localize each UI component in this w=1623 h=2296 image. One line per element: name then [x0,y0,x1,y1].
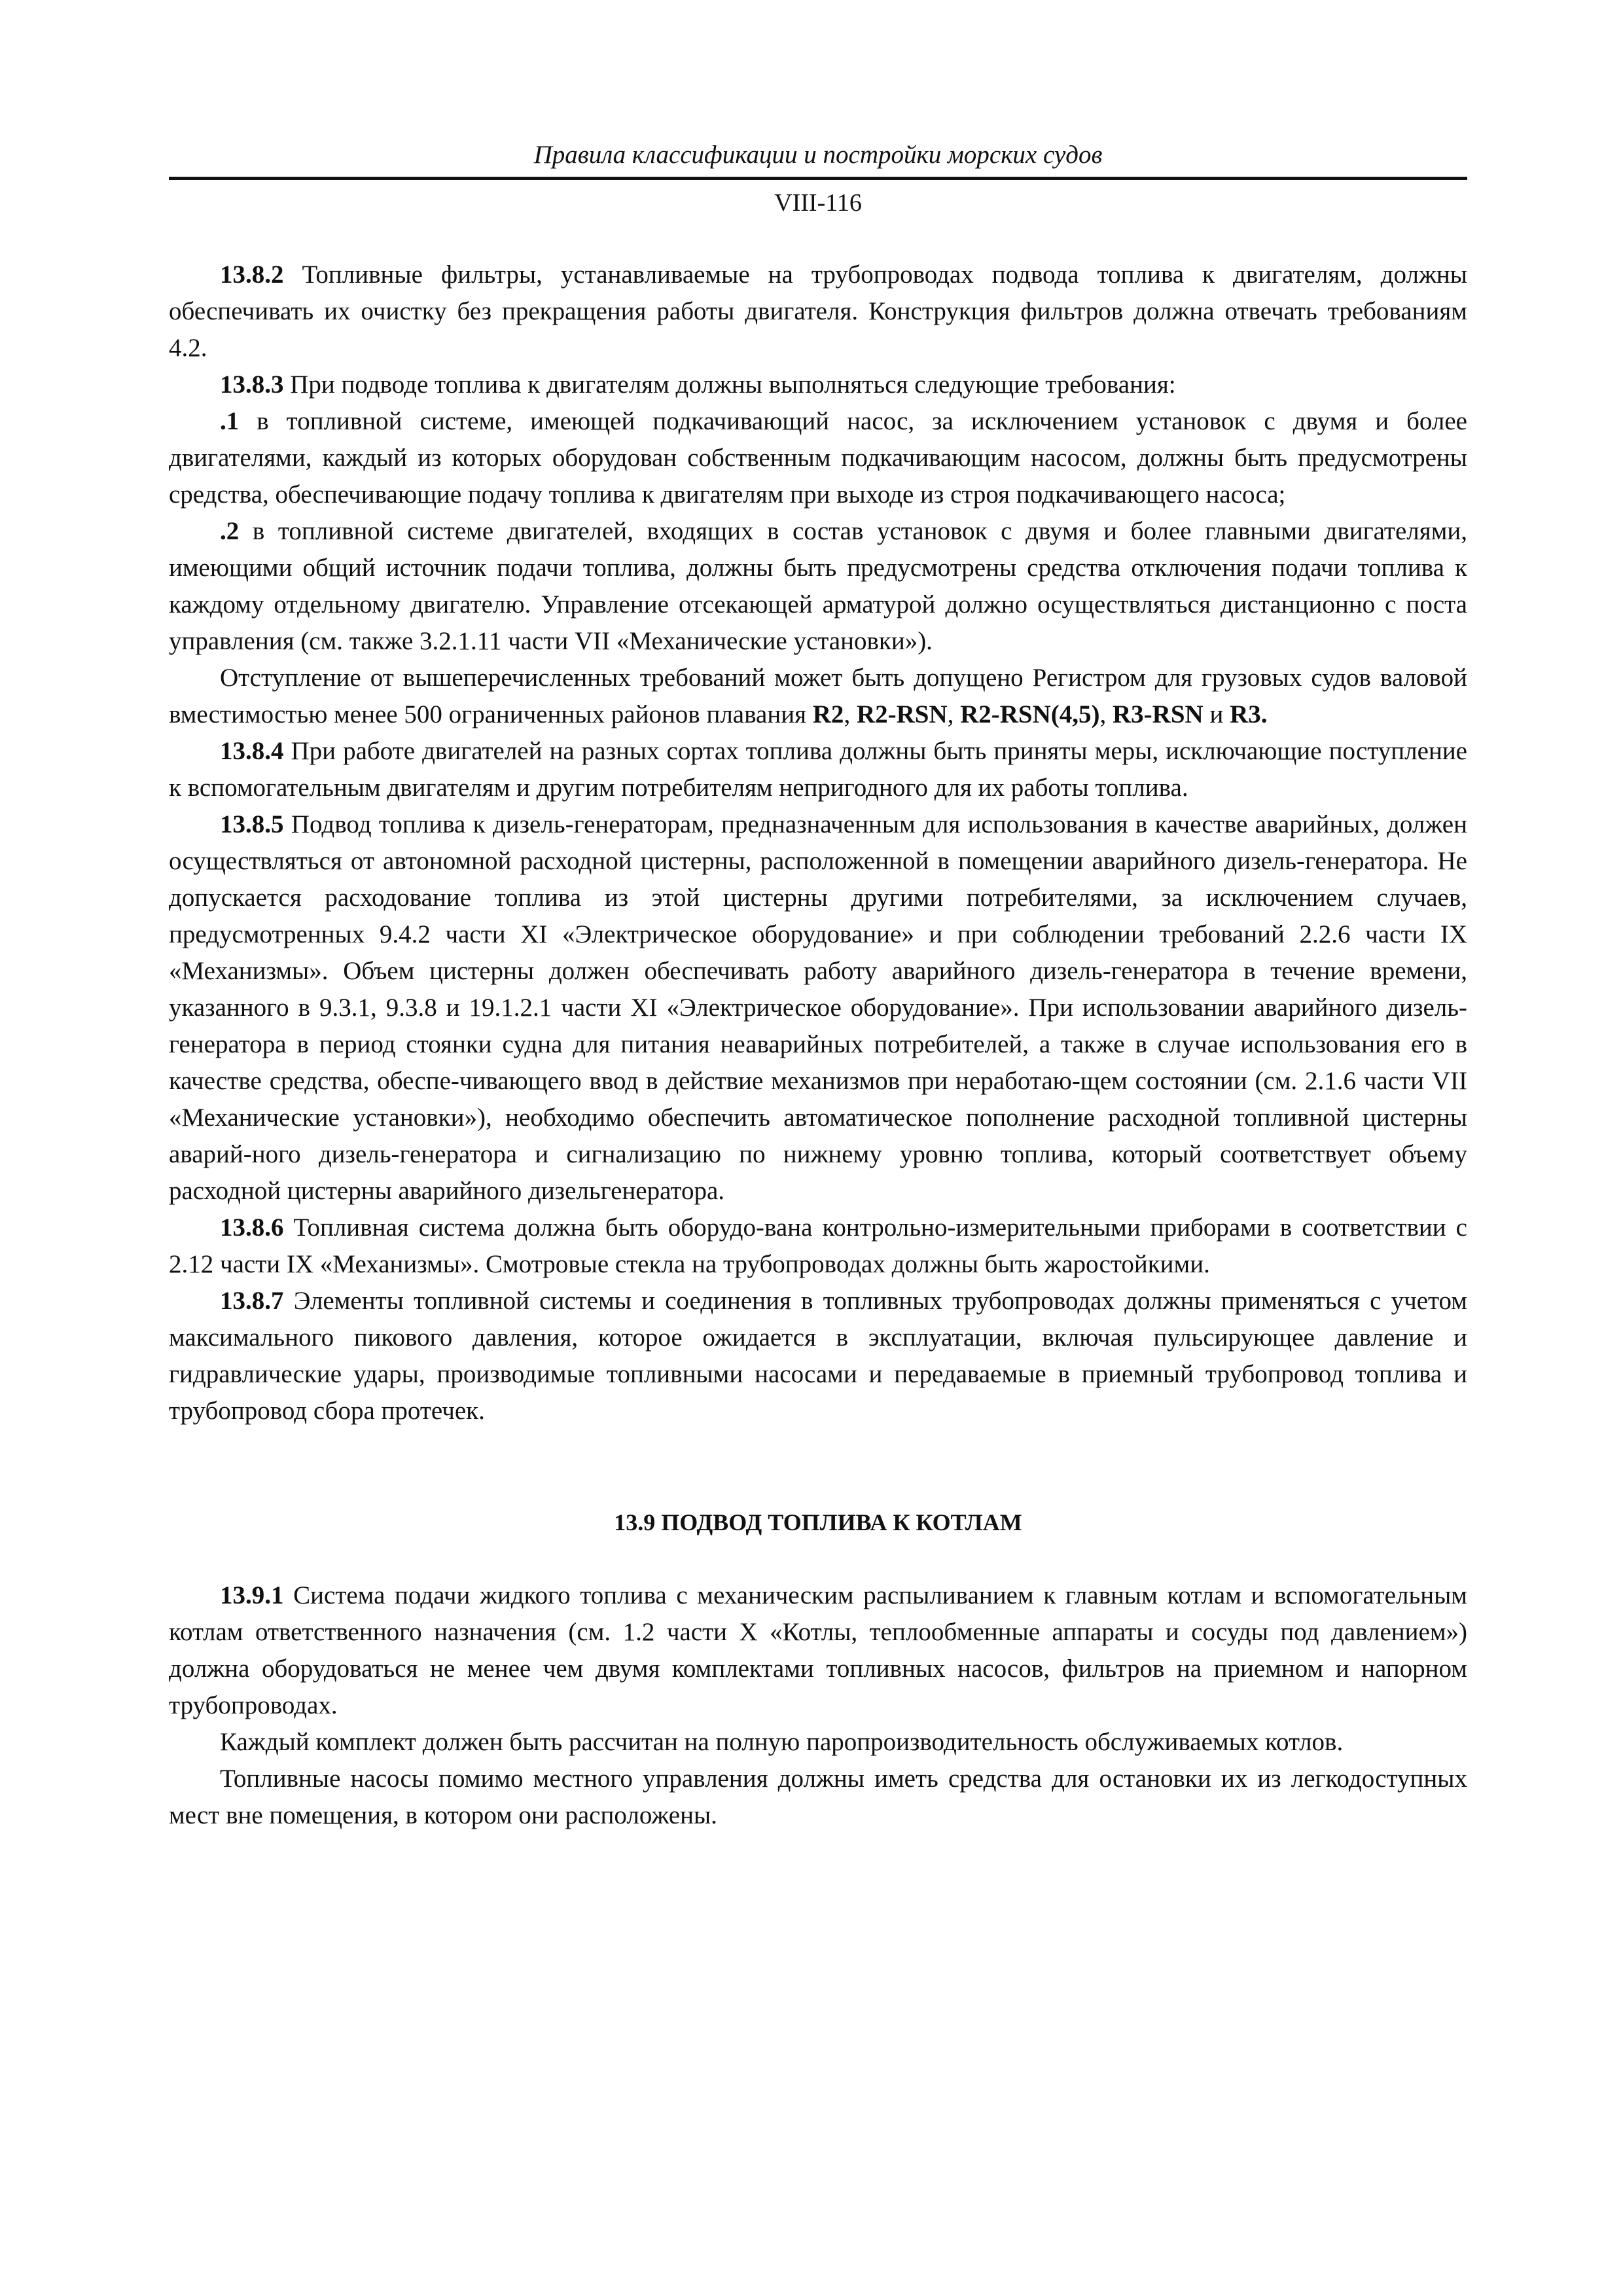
paragraph-text: Элементы топливной системы и соединения в топливных трубопроводах должны применяться с учетом максимального пикового давления, которое ожидается в эксплуатации, включая пульсирующее давление и гидравлические удары, производимые топливными насосами и передаваемые в приемный трубопровод топлива и трубопровод сбора протечек. [169,1287,1467,1425]
paragraph-text: Система подачи жидкого топлива с механическим распыливанием к главным котлам и вспомогательным котлам ответственного назначения (см. 1.2 части X «Котлы, теплообменные аппараты и сосуды под давлением») должна оборудоваться не менее чем двумя комплектами топливных насосов, фильтров на приемном и напорном трубопроводах. [169,1581,1467,1719]
clause-number: 13.8.3 [220,370,284,399]
clause-number: 13.9.1 [220,1581,284,1609]
separator: , [947,700,961,728]
area-code-r2-rsn-4-5: R2-RSN(4,5) [960,700,1100,728]
paragraph-13-8-4 [169,733,1467,806]
paragraph-text: При работе двигателей на разных сортах топлива должны быть приняты меры, исключающие поступление к вспомогательным двигателям и другим потребителям непригодного для их работы топлива. [169,737,1467,802]
paragraph-13-8-3 [169,367,1467,403]
item-number: .2 [220,517,240,545]
paragraph-text: в топливной системе двигателей, входящих в состав установок с двумя и более главными двигателями, имеющими общий источник подачи топлива, должны быть предусмотрены средства отключения подачи топлива к каждому отдельному двигателю. Управление отсекающей арматурой должно осуществляться дистанционно с поста управления (см. также 3.2.1.11 части VII «Механические установки»). [169,517,1467,655]
exception-paragraph [169,660,1467,733]
list-item-1 [169,403,1467,513]
paragraph-13-8-7 [169,1283,1467,1429]
paragraph-13-8-2 [169,257,1467,367]
running-title: Правила классификации и постройки морских судов [533,141,1103,169]
period: . [1260,700,1268,728]
page-header [169,139,1467,222]
clause-number: 13.8.2 [220,260,284,289]
paragraph-text: в топливной системе, имеющей подкачивающий насос, за исключением установок с двумя и более двигателями, каждый из которых оборудован собственным подкачивающим насосом, должны быть предусмотрены средства, обеспечивающие подачу топлива к двигателям при выходе из строя подкачивающего насоса; [169,407,1467,509]
area-code-r3: R3 [1230,700,1261,728]
paragraph-13-8-5 [169,806,1467,1210]
paragraph-text: Топливные фильтры, устанавливаемые на трубопроводах подвода топлива к двигателям, должны обеспечивать их очистку без прекращения работы двигателя. Конструкция фильтров должна отвечать требованиям 4.2. [169,260,1467,362]
clause-number: 13.8.6 [220,1213,284,1242]
paragraph-13-8-6 [169,1210,1467,1283]
paragraph-text: Топливная система должна быть оборудо-вана контрольно-измерительными приборами в соответствии с 2.12 части IX «Механизмы». Смотровые стекла на трубопроводах должны быть жаростойкими. [169,1213,1467,1278]
clause-number: 13.8.7 [220,1287,284,1315]
paragraph-text: Отступление от вышеперечисленных требований может быть допущено Регистром для грузовых судов валовой вместимостью менее 500 ограниченных районов плавания [169,664,1467,728]
area-code-r2-rsn: R2-RSN [856,700,948,728]
paragraph-set-capacity: Каждый комплект должен быть рассчитан на полную паропроизводительность обслуживаемых котлов. [220,1728,1344,1756]
clause-number: 13.8.4 [220,737,284,765]
page-number: VIII-116 [774,189,862,217]
list-item-2 [169,513,1467,660]
clause-number: 13.8.5 [220,810,284,838]
paragraph-text: При подводе топлива к двигателям должны выполняться следующие требования: [283,370,1176,399]
separator: , [1099,700,1113,728]
area-code-r3-rsn: R3-RSN [1113,700,1204,728]
separator: , [844,700,857,728]
paragraph-13-9-1 [169,1577,1467,1724]
conjunction: и [1203,700,1230,728]
document-body [169,257,1467,1834]
item-number: .1 [220,407,240,435]
header-rule [169,177,1467,180]
area-code-r2: R2 [812,700,844,728]
section-heading: 13.9 ПОДВОД ТОПЛИВА К КОТЛАМ [614,1509,1022,1535]
paragraph-pump-stop: Топливные насосы помимо местного управления должны иметь средства для остановки их из легкодоступных мест вне помещения, в котором они расположены. [169,1765,1467,1829]
paragraph-text: Подвод топлива к дизель-генераторам, предназначенным для использования в качестве аварийных, должен осуществляться от автономной расходной цистерны, расположенной в помещении аварийного дизель-генератора. Не допускается расходование топлива из этой цистерны другими потребителями, за исключением случаев, предусмотренных 9.4.2 части XI «Электрическое оборудование» и при соблюдении требований 2.2.6 части IX «Механизмы». Объем цистерны должен обеспечивать работу аварийного дизель-генератора в течение времени, указанного в 9.3.1, 9.3.8 и 19.1.2.1 части XI «Электрическое оборудование». При использовании аварийного дизель-генератора в период стоянки судна для питания неаварийных потребителей, а также в случае использования его в качестве средства, обеспе-чивающего ввод в действие механизмов при неработаю-щем состоянии (см. 2.1.6 части VII «Механические установки»), необходимо обеспечить автоматическое пополнение расходной топливной цистерны аварий-ного дизель-генератора и сигнализацию по нижнему уровню топлива, который соответствует объему расходной цистерны аварийного дизельгенератора. [169,810,1467,1205]
